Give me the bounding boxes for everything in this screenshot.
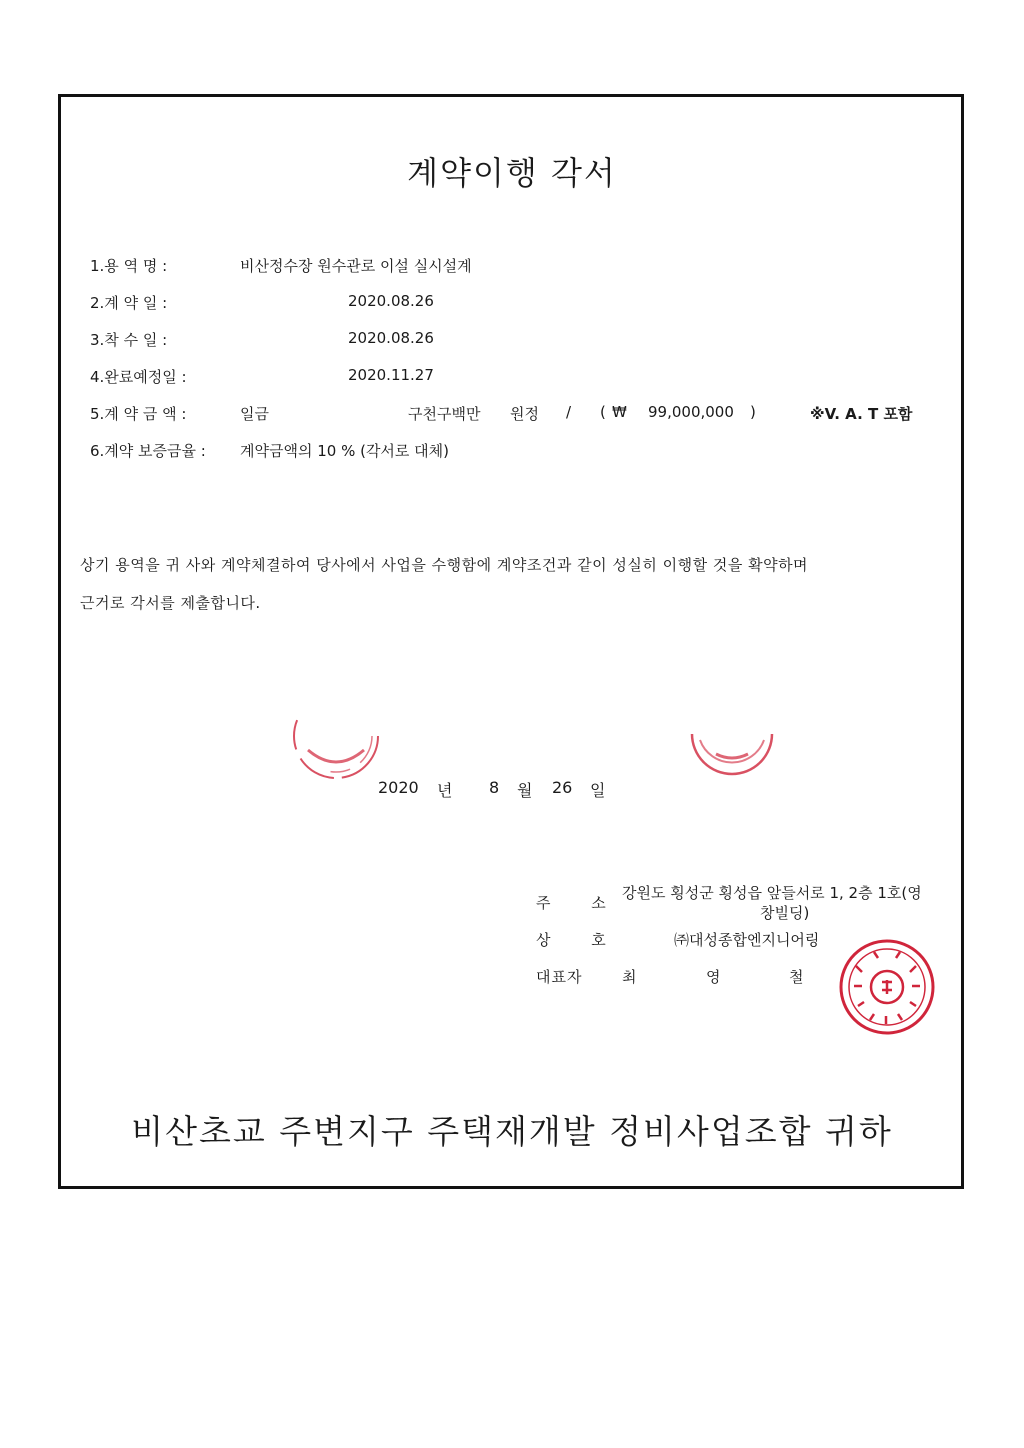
item-label: 3.착 수 일 : (90, 331, 168, 349)
company-label: 상 호 (536, 931, 624, 949)
amount-number: 99,000,000 (648, 403, 734, 421)
representative-seal-stamp (836, 936, 938, 1038)
date-year: 2020 (378, 778, 419, 797)
representative-seal-stamp-faint (686, 688, 778, 780)
item-value: 2020.08.26 (348, 329, 434, 347)
body-text-line-1: 상기 용역을 귀 사와 계약체결하여 당사에서 사업을 수행함에 계약조건과 같이 성실히 이행할 것을 확약하며 (80, 556, 809, 574)
amount-paren-close: ) (750, 403, 756, 421)
amount-prefix: 일금 (240, 405, 269, 423)
item-value: 계약금액의 10 % (각서로 대체) (240, 442, 450, 460)
address-line-2: 창빌딩) (760, 904, 810, 922)
item-label: 1.용 역 명 : (90, 257, 168, 275)
document-title: 계약이행 각서 (407, 154, 617, 192)
amount-unit: 원정 (510, 405, 539, 423)
date-month-unit: 월 (517, 781, 533, 800)
recipient-line: 비산초교 주변지구 주택재개발 정비사업조합 귀하 (131, 1112, 893, 1151)
document-border (58, 94, 964, 1189)
date-day-unit: 일 (590, 781, 606, 800)
representative-name-char: 철 (789, 968, 804, 986)
address-line-1: 강원도 횡성군 횡성읍 앞들서로 1, 2층 1호(영 (622, 884, 922, 902)
item-label: 2.계 약 일 : (90, 294, 168, 312)
date-year-unit: 년 (437, 781, 453, 800)
representative-name-char: 영 (706, 968, 721, 986)
date-month: 8 (489, 778, 500, 797)
company-seal-stamp-faint (290, 690, 382, 782)
address-label: 주 소 (536, 894, 624, 912)
vat-note: ※V. A. T 포함 (810, 405, 913, 423)
item-value: 2020.11.27 (348, 366, 434, 384)
company-name: ㈜대성종합엔지니어링 (674, 931, 820, 949)
item-contract-amount (90, 403, 930, 427)
item-label: 6.계약 보증금율 : (90, 442, 206, 460)
representative-label: 대표자 (536, 968, 583, 986)
amount-paren-open: ( (600, 403, 606, 421)
representative-name-char: 최 (622, 968, 637, 986)
amount-korean: 구천구백만 (408, 405, 481, 423)
amount-slash: / (566, 403, 572, 421)
item-value: 2020.08.26 (348, 292, 434, 310)
item-label: 4.완료예정일 : (90, 368, 187, 386)
body-text-line-2: 근거로 각서를 제출합니다. (80, 594, 261, 612)
date-day: 26 (552, 778, 573, 797)
item-label: 5.계 약 금 액 : (90, 405, 187, 423)
item-value: 비산정수장 원수관로 이설 실시설계 (240, 257, 472, 275)
currency-symbol: ₩ (612, 403, 627, 421)
